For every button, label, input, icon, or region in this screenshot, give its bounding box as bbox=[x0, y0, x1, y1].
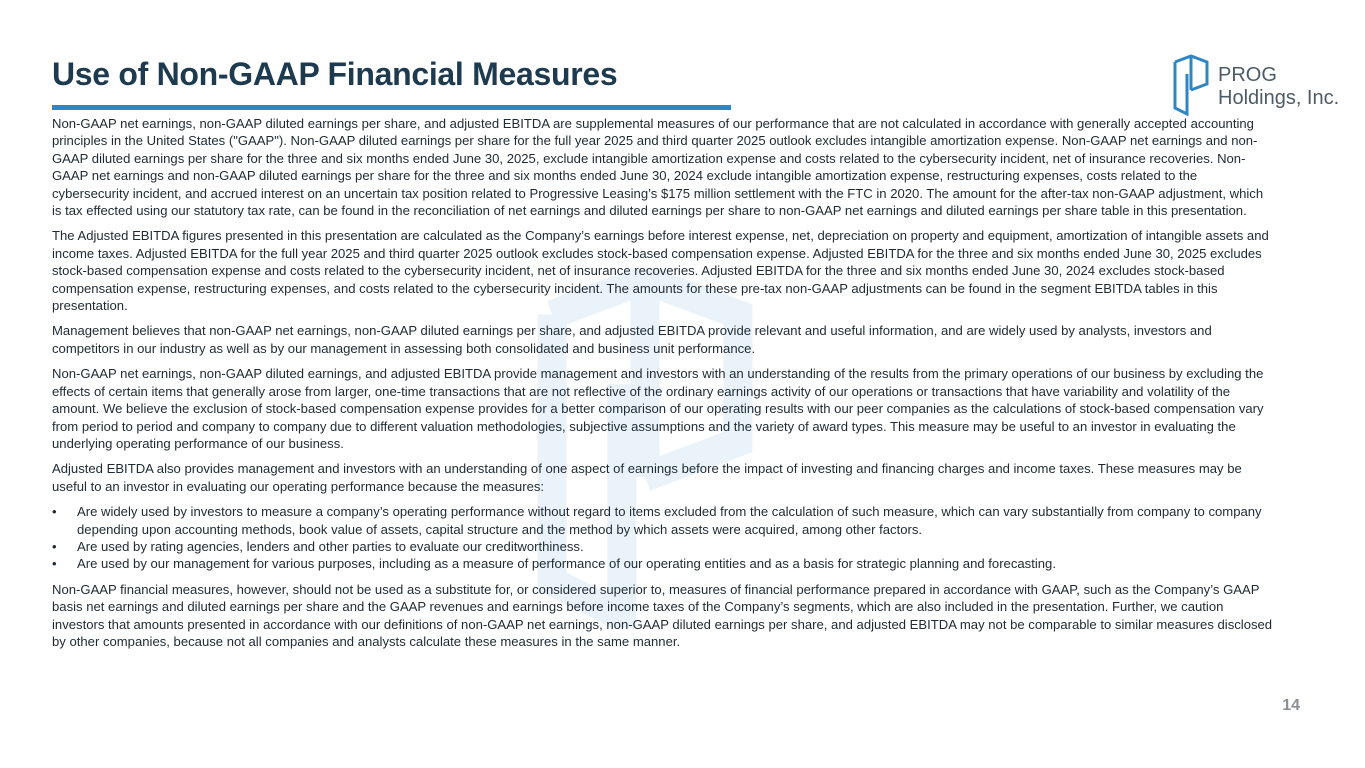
paragraph: Non-GAAP financial measures, however, should not be used as a substitute for, or considered superior to, measures of financial performance prepared in accordance with GAAP, such as the Company’s GAAP basis net earnings and diluted earnings per share and the GAAP revenues and earnings before income taxes of the Company’s segments, which are also included in the presentation. Further, we caution investors that amounts presented in accordance with our definitions of non-GAAP net earnings, non-GAAP diluted earnings per share, and adjusted EBITDA may not be comparable to similar measures disclosed by other companies, because not all companies and analysts calculate these measures in the same manner. bbox=[52, 581, 1273, 649]
company-logo bbox=[1171, 54, 1361, 118]
logo-line-2: Holdings, Inc. bbox=[1218, 87, 1340, 109]
paragraph: Management believes that non-GAAP net earnings, non-GAAP diluted earnings per share, and adjusted EBITDA provide relevant and useful information, and are widely used by analysts, investors and competitors in our industry as well as by our management in assessing both consolidated and business unit performance. bbox=[52, 323, 1212, 356]
bullet-marker: • bbox=[52, 556, 57, 572]
logo-line-1: PROG bbox=[1218, 64, 1277, 86]
paragraph: Adjusted EBITDA also provides management and investors with an understanding of one aspect of earnings before the impact of investing and financing charges and income taxes. These measures may be useful to an investor in evaluating our operating performance because the measures: bbox=[52, 461, 1242, 494]
body-text bbox=[52, 115, 1274, 658]
paragraph: The Adjusted EBITDA figures presented in this presentation are calculated as the Company’s earnings before interest expense, net, depreciation on property and equipment, amortization of intangible assets and income taxes. Adjusted EBITDA for the full year 2025 and third quarter 2025 outlook excludes stock-based compensation expense. Adjusted EBITDA for the three and six months ended June 30, 2025 excludes stock-based compensation expense and costs related to the cybersecurity incident, net of insurance recoveries. Adjusted EBITDA for the three and six months ended June 30, 2024 excludes stock-based compensation expense, restructuring expenses, and costs related to the cybersecurity incident. The amounts for these pre-tax non-GAAP adjustments can be found in the segment EBITDA tables in this presentation. bbox=[52, 228, 1269, 314]
page-number: 14 bbox=[1282, 697, 1300, 714]
list-item bbox=[52, 538, 1274, 555]
list-item-text: Are widely used by investors to measure a company’s operating performance without regard to items excluded from the calculation of such measure, which can vary substantially from company to company depending upon accounting methods, book value of assets, capital structure and the method by which assets were acquired, among other factors. bbox=[77, 504, 1262, 537]
paragraph: Non-GAAP net earnings, non-GAAP diluted earnings, and adjusted EBITDA provide management and investors with an understanding of the results from the primary operations of our business by excluding the effects of certain items that generally arose from larger, one-time transactions that are not reflective of the ordinary earnings activity of our operations or transactions that have variability and volatility of the amount. We believe the exclusion of stock-based compensation expense provides for a better comparison of our operating results with our peer companies as the calculations of stock-based compensation vary from period to period and company to company due to different valuation methodologies, subjective assumptions and the variety of award types. This measure may be useful to an investor in evaluating the underlying operating performance of our business. bbox=[52, 366, 1264, 451]
bullet-marker: • bbox=[52, 504, 57, 520]
list-item-text: Are used by our management for various purposes, including as a measure of performance of our operating entities and as a basis for strategic planning and forecasting. bbox=[77, 556, 1056, 572]
list-item bbox=[52, 503, 1274, 538]
bullet-marker: • bbox=[52, 538, 57, 554]
paragraph: Non-GAAP net earnings, non-GAAP diluted earnings per share, and adjusted EBITDA are supplemental measures of our performance that are not calculated in accordance with generally accepted accounting principles in the United States ("GAAP"). Non-GAAP diluted earnings per share for the full year 2025 and third quarter 2025 outlook excludes intangible amortization expense. Non-GAAP net earnings and non-GAAP diluted earnings per share for the three and six months ended June 30, 2025, exclude intangible amortization expense and costs related to the cybersecurity incident, net of insurance recoveries. Non-GAAP net earnings and non-GAAP diluted earnings per share for the three and six months ended June 30, 2024 exclude intangible amortization expense, restructuring expenses, costs related to the cybersecurity incident, and accrued interest on an uncertain tax position related to Progressive Leasing’s $175 million settlement with the FTC in 2020. The amount for the after-tax non-GAAP adjustment, which is tax effected using our statutory tax rate, can be found in the reconciliation of net earnings and diluted earnings per share to non-GAAP net earnings and diluted earnings per share table in this presentation. bbox=[52, 116, 1264, 219]
title-underline bbox=[52, 105, 731, 110]
list-item-text: Are used by rating agencies, lenders and other parties to evaluate our creditworthiness. bbox=[77, 538, 584, 554]
list-item bbox=[52, 555, 1274, 572]
prog-logo-icon bbox=[1171, 54, 1211, 116]
page-title: Use of Non-GAAP Financial Measures bbox=[52, 56, 618, 92]
logo-text bbox=[1218, 64, 1339, 110]
bullet-list bbox=[52, 503, 1274, 573]
